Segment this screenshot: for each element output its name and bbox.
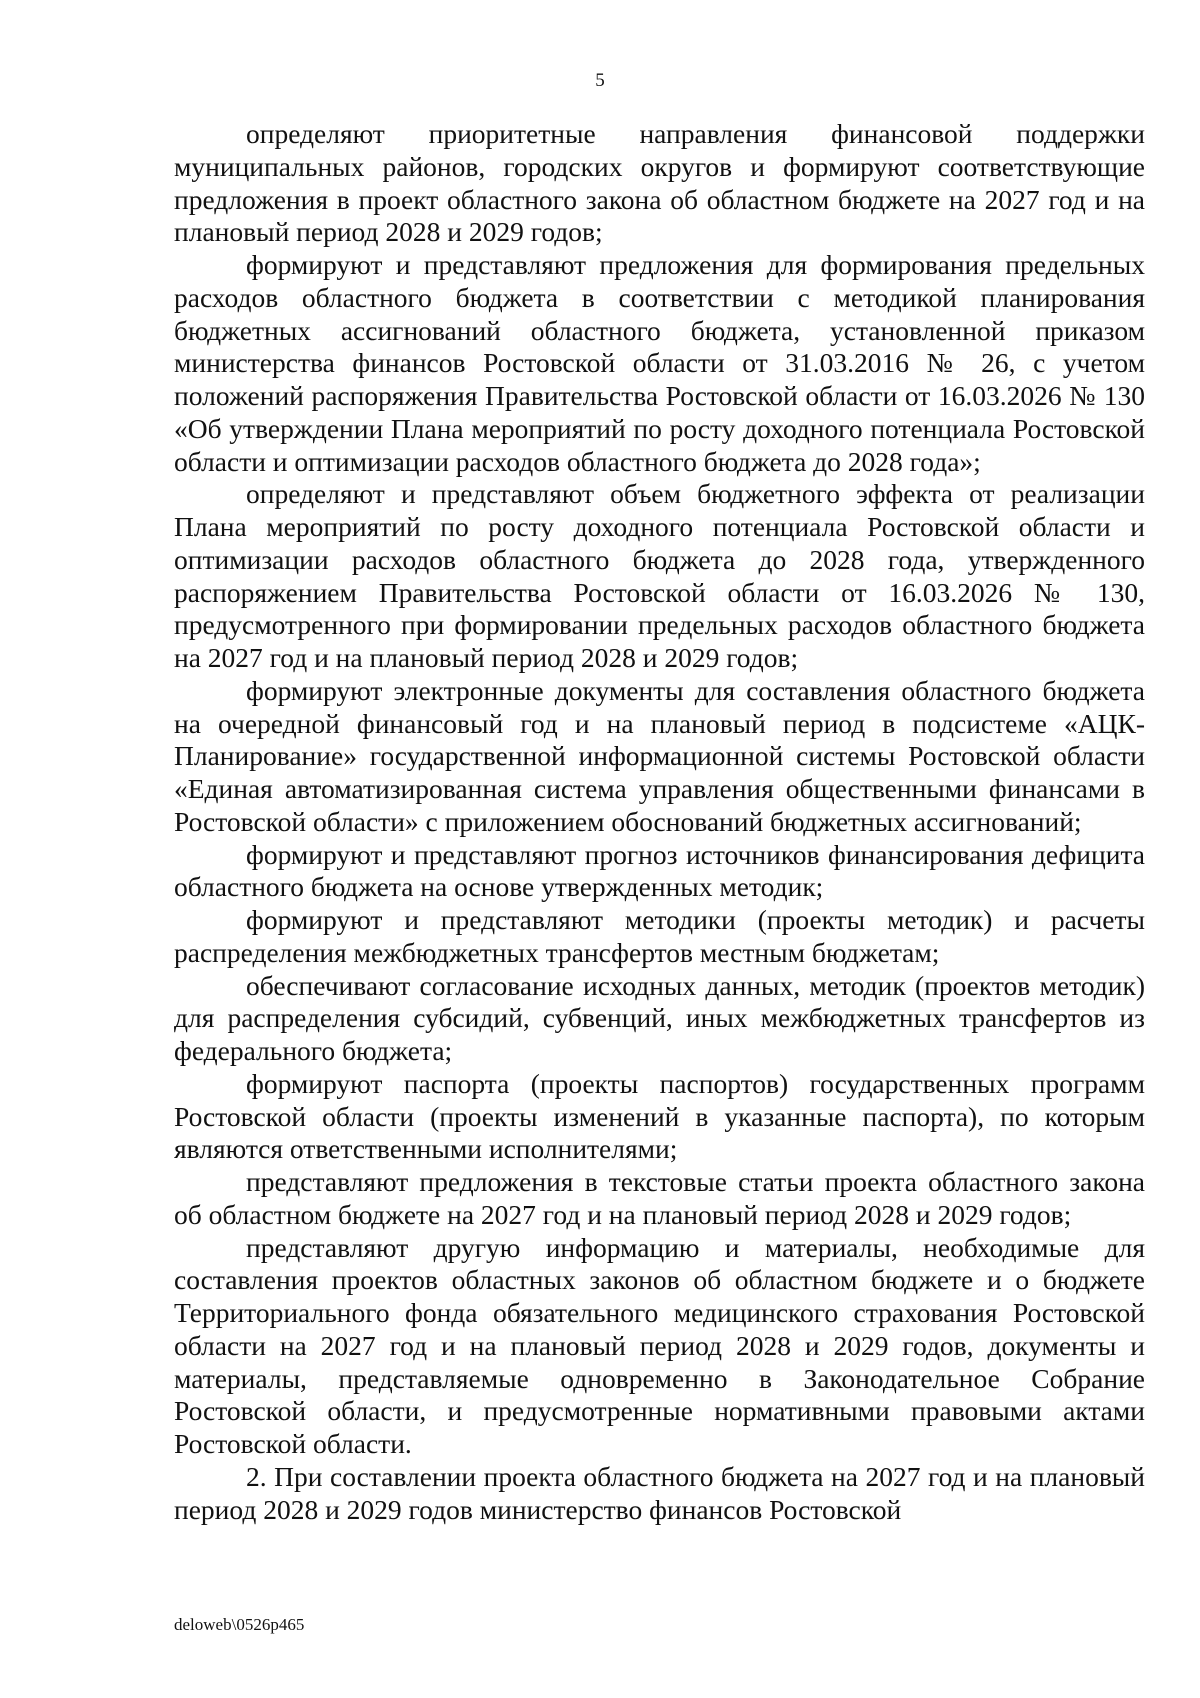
paragraph: представляют предложения в текстовые статьи проекта областного закона об областном бюджете на 2027 год и на плановый период 2028 и 2029 годов; (174, 1166, 1145, 1230)
paragraph: формируют электронные документы для составления областного бюджета на очередной финансовый год и на плановый период в подсистеме «АЦК-Планирование» государственной информационной системы Ростовской области «Единая автоматизированная система управления общественными финансами в Ростовской области» с приложением обоснований бюджетных ассигнований; (174, 674, 1145, 837)
paragraph: формируют паспорта (проекты паспортов) государственных программ Ростовской области (проекты изменений в указанные паспорта), по которым являются ответственными исполнителями; (174, 1067, 1145, 1165)
document-footer-code: deloweb\0526p465 (174, 1615, 305, 1634)
document-body (174, 118, 1145, 1526)
paragraph: формируют и представляют прогноз источников финансирования дефицита областного бюджета на основе утвержденных методик; (174, 838, 1145, 903)
paragraph: представляют другую информацию и материалы, необходимые для составления проектов областных законов об областном бюджете и о бюджете Территориального фонда обязательного медицинского страхования Ростовской области на 2027 год и на плановый период 2028 и 2029 годов, документы и материалы, представляемые одновременно в Законодательное Собрание Ростовской области, и предусмотренные нормативными правовыми актами Ростовской области. (174, 1231, 1145, 1459)
paragraph: формируют и представляют предложения для формирования предельных расходов областного бюджета в соответствии с методикой планирования бюджетных ассигнований областного бюджета, установленной приказом министерства финансов Ростовской области от 31.03.2016 № 26, с учетом положений распоряжения Правительства Ростовской области от 16.03.2026 № 130 «Об утверждении Плана мероприятий по росту доходного потенциала Ростовской области и оптимизации расходов областного бюджета до 2028 года»; (174, 249, 1145, 477)
paragraph: определяют и представляют объем бюджетного эффекта от реализации Плана мероприятий по росту доходного потенциала Ростовской области и оптимизации расходов областного бюджета до 2028 года, утвержденного распоряжением Правительства Ростовской области от 16.03.2026 № 130, предусмотренного при формировании предельных расходов областного бюджета на 2027 год и на плановый период 2028 и 2029 годов; (174, 478, 1145, 673)
paragraph: 2. При составлении проекта областного бюджета на 2027 год и на плановый период 2028 и 2029 годов министерство финансов Ростовской (174, 1460, 1145, 1525)
paragraph: определяют приоритетные направления финансовой поддержки муниципальных районов, городских округов и формируют соответствующие предложения в проект областного закона об областном бюджете на 2027 год и на плановый период 2028 и 2029 годов; (174, 118, 1145, 248)
page-number: 5 (595, 70, 605, 91)
paragraph: обеспечивают согласование исходных данных, методик (проектов методик) для распределения субсидий, субвенций, иных межбюджетных трансфертов из федерального бюджета; (174, 969, 1145, 1066)
paragraph: формируют и представляют методики (проекты методик) и расчеты распределения межбюджетных трансфертов местным бюджетам; (174, 904, 1145, 968)
